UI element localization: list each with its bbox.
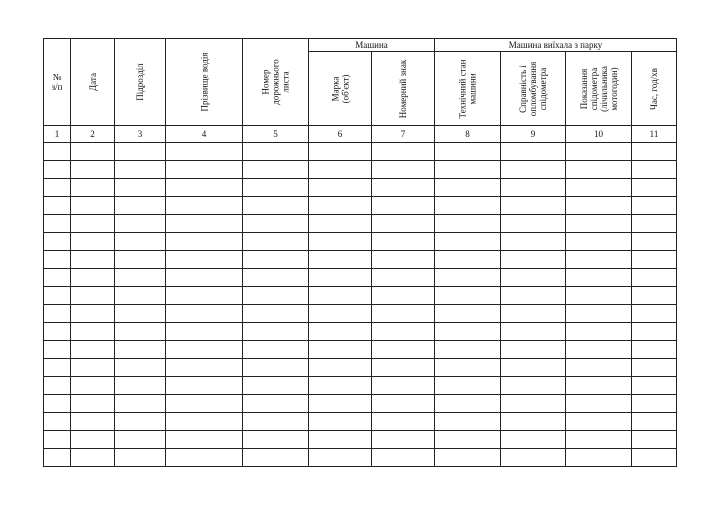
entry-cell-waybill[interactable] <box>243 233 309 251</box>
entry-cell-plate[interactable] <box>372 413 435 431</box>
table-row <box>44 143 677 161</box>
entry-cell-time[interactable] <box>632 287 677 305</box>
entry-cell-tech[interactable] <box>435 287 501 305</box>
entry-cell-time[interactable] <box>632 233 677 251</box>
entry-cell-tech[interactable] <box>435 431 501 449</box>
entry-cell-driver[interactable] <box>166 143 243 161</box>
entry-cell-date[interactable] <box>71 305 115 323</box>
entry-cell-seal[interactable] <box>501 143 566 161</box>
entry-cell-no[interactable] <box>44 269 71 287</box>
entry-cell-driver[interactable] <box>166 323 243 341</box>
entry-cell-seal[interactable] <box>501 431 566 449</box>
entry-cell-time[interactable] <box>632 197 677 215</box>
group-header-left-park: Машина виїхала з парку <box>435 39 677 52</box>
entry-cell-time[interactable] <box>632 341 677 359</box>
entry-cell-waybill[interactable] <box>243 449 309 467</box>
entry-cell-brand[interactable] <box>309 359 372 377</box>
entry-cell-tech[interactable] <box>435 251 501 269</box>
entry-cell-time[interactable] <box>632 143 677 161</box>
entry-cell-waybill[interactable] <box>243 341 309 359</box>
entry-cell-plate[interactable] <box>372 341 435 359</box>
entry-cell-unit[interactable] <box>115 179 166 197</box>
entry-cell-tech[interactable] <box>435 179 501 197</box>
entry-cell-date[interactable] <box>71 395 115 413</box>
column-number: 8 <box>435 126 501 143</box>
table-row <box>44 377 677 395</box>
entry-cell-date[interactable] <box>71 251 115 269</box>
entry-cell-date[interactable] <box>71 341 115 359</box>
header-plate: Номерний знак <box>372 52 435 126</box>
entry-cell-brand[interactable] <box>309 143 372 161</box>
register-sheet <box>43 38 676 471</box>
entry-cell-brand[interactable] <box>309 323 372 341</box>
table-row <box>44 341 677 359</box>
entry-cell-driver[interactable] <box>166 341 243 359</box>
entry-cell-date[interactable] <box>71 413 115 431</box>
entry-cell-waybill[interactable] <box>243 179 309 197</box>
entry-cell-odo[interactable] <box>566 251 632 269</box>
entry-cell-seal[interactable] <box>501 449 566 467</box>
entry-cell-date[interactable] <box>71 287 115 305</box>
table-row <box>44 305 677 323</box>
entry-cell-waybill[interactable] <box>243 215 309 233</box>
entry-cell-driver[interactable] <box>166 359 243 377</box>
entry-cell-odo[interactable] <box>566 197 632 215</box>
entry-cell-unit[interactable] <box>115 215 166 233</box>
entry-cell-waybill[interactable] <box>243 197 309 215</box>
entry-cell-seal[interactable] <box>501 197 566 215</box>
entry-cell-brand[interactable] <box>309 197 372 215</box>
entry-cell-odo[interactable] <box>566 287 632 305</box>
entry-cell-seal[interactable] <box>501 395 566 413</box>
column-number: 2 <box>71 126 115 143</box>
entry-cell-brand[interactable] <box>309 395 372 413</box>
entry-cell-odo[interactable] <box>566 449 632 467</box>
entry-cell-plate[interactable] <box>372 305 435 323</box>
entry-cell-driver[interactable] <box>166 179 243 197</box>
entry-cell-driver[interactable] <box>166 431 243 449</box>
entry-cell-date[interactable] <box>71 431 115 449</box>
entry-cell-plate[interactable] <box>372 161 435 179</box>
entry-cell-unit[interactable] <box>115 323 166 341</box>
entry-cell-no[interactable] <box>44 431 71 449</box>
entry-cell-tech[interactable] <box>435 215 501 233</box>
entry-cell-odo[interactable] <box>566 341 632 359</box>
entry-cell-brand[interactable] <box>309 377 372 395</box>
entry-cell-driver[interactable] <box>166 413 243 431</box>
table-row <box>44 287 677 305</box>
entry-cell-time[interactable] <box>632 431 677 449</box>
table-row <box>44 269 677 287</box>
entry-cell-odo[interactable] <box>566 431 632 449</box>
column-number: 9 <box>501 126 566 143</box>
entry-cell-brand[interactable] <box>309 233 372 251</box>
entry-cell-odo[interactable] <box>566 377 632 395</box>
column-number: 4 <box>166 126 243 143</box>
entry-cell-waybill[interactable] <box>243 377 309 395</box>
entry-cell-driver[interactable] <box>166 287 243 305</box>
entry-cell-date[interactable] <box>71 377 115 395</box>
entry-cell-time[interactable] <box>632 161 677 179</box>
entry-cell-time[interactable] <box>632 395 677 413</box>
entry-cell-brand[interactable] <box>309 449 372 467</box>
entry-cell-date[interactable] <box>71 359 115 377</box>
header-driver: Прізвище водія <box>166 39 243 126</box>
entry-cell-waybill[interactable] <box>243 323 309 341</box>
entry-cell-driver[interactable] <box>166 251 243 269</box>
entry-cell-plate[interactable] <box>372 359 435 377</box>
column-number: 3 <box>115 126 166 143</box>
header-speedometer-seal: Справність і опломбування спідометра <box>501 52 566 126</box>
table-row <box>44 197 677 215</box>
column-number: 11 <box>632 126 677 143</box>
entry-cell-unit[interactable] <box>115 251 166 269</box>
entry-cell-no[interactable] <box>44 197 71 215</box>
entry-cell-tech[interactable] <box>435 269 501 287</box>
entry-cell-plate[interactable] <box>372 215 435 233</box>
entry-cell-unit[interactable] <box>115 341 166 359</box>
entry-cell-plate[interactable] <box>372 143 435 161</box>
table-row <box>44 449 677 467</box>
entry-cell-waybill[interactable] <box>243 269 309 287</box>
column-number: 5 <box>243 126 309 143</box>
entry-cell-seal[interactable] <box>501 413 566 431</box>
entry-cell-no[interactable] <box>44 359 71 377</box>
entry-cell-unit[interactable] <box>115 377 166 395</box>
group-header-machine: Машина <box>309 39 435 52</box>
entry-cell-waybill[interactable] <box>243 431 309 449</box>
register-body <box>44 143 677 467</box>
entry-cell-unit[interactable] <box>115 359 166 377</box>
entry-cell-brand[interactable] <box>309 305 372 323</box>
entry-cell-date[interactable] <box>71 179 115 197</box>
entry-cell-brand[interactable] <box>309 251 372 269</box>
entry-cell-tech[interactable] <box>435 449 501 467</box>
entry-cell-tech[interactable] <box>435 377 501 395</box>
column-number: 6 <box>309 126 372 143</box>
entry-cell-time[interactable] <box>632 413 677 431</box>
entry-cell-time[interactable] <box>632 323 677 341</box>
entry-cell-unit[interactable] <box>115 431 166 449</box>
entry-cell-unit[interactable] <box>115 161 166 179</box>
entry-cell-waybill[interactable] <box>243 287 309 305</box>
entry-cell-no[interactable] <box>44 161 71 179</box>
entry-cell-odo[interactable] <box>566 413 632 431</box>
entry-cell-no[interactable] <box>44 287 71 305</box>
entry-cell-brand[interactable] <box>309 413 372 431</box>
entry-cell-time[interactable] <box>632 251 677 269</box>
entry-cell-seal[interactable] <box>501 161 566 179</box>
entry-cell-no[interactable] <box>44 233 71 251</box>
entry-cell-odo[interactable] <box>566 395 632 413</box>
entry-cell-driver[interactable] <box>166 197 243 215</box>
entry-cell-odo[interactable] <box>566 233 632 251</box>
entry-cell-time[interactable] <box>632 359 677 377</box>
entry-cell-driver[interactable] <box>166 233 243 251</box>
entry-cell-time[interactable] <box>632 269 677 287</box>
table-row <box>44 215 677 233</box>
entry-cell-driver[interactable] <box>166 305 243 323</box>
entry-cell-brand[interactable] <box>309 161 372 179</box>
entry-cell-tech[interactable] <box>435 323 501 341</box>
entry-cell-plate[interactable] <box>372 179 435 197</box>
entry-cell-no[interactable] <box>44 305 71 323</box>
entry-cell-no[interactable] <box>44 377 71 395</box>
entry-cell-time[interactable] <box>632 215 677 233</box>
group-header-row <box>44 39 677 52</box>
entry-cell-plate[interactable] <box>372 323 435 341</box>
entry-cell-odo[interactable] <box>566 179 632 197</box>
entry-cell-waybill[interactable] <box>243 395 309 413</box>
entry-cell-brand[interactable] <box>309 269 372 287</box>
entry-cell-seal[interactable] <box>501 269 566 287</box>
entry-cell-seal[interactable] <box>501 305 566 323</box>
entry-cell-tech[interactable] <box>435 359 501 377</box>
entry-cell-date[interactable] <box>71 161 115 179</box>
entry-cell-driver[interactable] <box>166 215 243 233</box>
table-row <box>44 251 677 269</box>
entry-cell-tech[interactable] <box>435 143 501 161</box>
entry-cell-no[interactable] <box>44 215 71 233</box>
entry-cell-date[interactable] <box>71 323 115 341</box>
entry-cell-no[interactable] <box>44 449 71 467</box>
entry-cell-no[interactable] <box>44 395 71 413</box>
entry-cell-time[interactable] <box>632 449 677 467</box>
entry-cell-seal[interactable] <box>501 233 566 251</box>
entry-cell-unit[interactable] <box>115 197 166 215</box>
entry-cell-date[interactable] <box>71 449 115 467</box>
entry-cell-unit[interactable] <box>115 305 166 323</box>
entry-cell-waybill[interactable] <box>243 143 309 161</box>
entry-cell-no[interactable] <box>44 251 71 269</box>
entry-cell-no[interactable] <box>44 323 71 341</box>
table-row <box>44 413 677 431</box>
entry-cell-tech[interactable] <box>435 305 501 323</box>
entry-cell-time[interactable] <box>632 305 677 323</box>
entry-cell-unit[interactable] <box>115 413 166 431</box>
column-number: 7 <box>372 126 435 143</box>
entry-cell-driver[interactable] <box>166 449 243 467</box>
header-no: № з/п <box>44 39 71 126</box>
entry-cell-seal[interactable] <box>501 179 566 197</box>
table-row <box>44 323 677 341</box>
entry-cell-seal[interactable] <box>501 359 566 377</box>
entry-cell-seal[interactable] <box>501 251 566 269</box>
table-row <box>44 161 677 179</box>
entry-cell-plate[interactable] <box>372 233 435 251</box>
entry-cell-unit[interactable] <box>115 395 166 413</box>
entry-cell-seal[interactable] <box>501 341 566 359</box>
entry-cell-driver[interactable] <box>166 161 243 179</box>
entry-cell-unit[interactable] <box>115 287 166 305</box>
entry-cell-waybill[interactable] <box>243 359 309 377</box>
entry-cell-brand[interactable] <box>309 341 372 359</box>
entry-cell-driver[interactable] <box>166 377 243 395</box>
table-row <box>44 431 677 449</box>
entry-cell-unit[interactable] <box>115 233 166 251</box>
header-unit: Підрозділ <box>115 39 166 126</box>
entry-cell-waybill[interactable] <box>243 305 309 323</box>
column-number-row <box>44 126 677 143</box>
entry-cell-seal[interactable] <box>501 215 566 233</box>
entry-cell-seal[interactable] <box>501 287 566 305</box>
entry-cell-date[interactable] <box>71 197 115 215</box>
entry-cell-no[interactable] <box>44 413 71 431</box>
entry-cell-waybill[interactable] <box>243 161 309 179</box>
entry-cell-no[interactable] <box>44 179 71 197</box>
entry-cell-plate[interactable] <box>372 395 435 413</box>
entry-cell-odo[interactable] <box>566 305 632 323</box>
header-odometer: Показання спідометра (лічильника мотогодин) <box>566 52 632 126</box>
entry-cell-odo[interactable] <box>566 161 632 179</box>
entry-cell-tech[interactable] <box>435 413 501 431</box>
entry-cell-unit[interactable] <box>115 449 166 467</box>
entry-cell-plate[interactable] <box>372 287 435 305</box>
entry-cell-plate[interactable] <box>372 377 435 395</box>
entry-cell-plate[interactable] <box>372 431 435 449</box>
entry-cell-waybill[interactable] <box>243 251 309 269</box>
entry-cell-brand[interactable] <box>309 431 372 449</box>
entry-cell-tech[interactable] <box>435 197 501 215</box>
entry-cell-tech[interactable] <box>435 395 501 413</box>
entry-cell-tech[interactable] <box>435 233 501 251</box>
entry-cell-date[interactable] <box>71 233 115 251</box>
entry-cell-waybill[interactable] <box>243 413 309 431</box>
entry-cell-odo[interactable] <box>566 269 632 287</box>
entry-cell-odo[interactable] <box>566 359 632 377</box>
column-number: 1 <box>44 126 71 143</box>
entry-cell-odo[interactable] <box>566 215 632 233</box>
departure-register-table <box>43 38 677 467</box>
entry-cell-date[interactable] <box>71 215 115 233</box>
entry-cell-date[interactable] <box>71 269 115 287</box>
table-row <box>44 179 677 197</box>
entry-cell-no[interactable] <box>44 341 71 359</box>
entry-cell-unit[interactable] <box>115 143 166 161</box>
entry-cell-plate[interactable] <box>372 269 435 287</box>
entry-cell-seal[interactable] <box>501 323 566 341</box>
entry-cell-tech[interactable] <box>435 161 501 179</box>
table-row <box>44 233 677 251</box>
entry-cell-date[interactable] <box>71 143 115 161</box>
entry-cell-plate[interactable] <box>372 251 435 269</box>
entry-cell-time[interactable] <box>632 179 677 197</box>
entry-cell-brand[interactable] <box>309 287 372 305</box>
entry-cell-no[interactable] <box>44 143 71 161</box>
entry-cell-odo[interactable] <box>566 323 632 341</box>
header-waybill: Номер дорожнього листа <box>243 39 309 126</box>
header-tech-state: Технічний стан машини <box>435 52 501 126</box>
column-number: 10 <box>566 126 632 143</box>
entry-cell-brand[interactable] <box>309 179 372 197</box>
entry-cell-odo[interactable] <box>566 143 632 161</box>
entry-cell-driver[interactable] <box>166 269 243 287</box>
header-brand: Марка (об'єкт) <box>309 52 372 126</box>
entry-cell-plate[interactable] <box>372 449 435 467</box>
entry-cell-unit[interactable] <box>115 269 166 287</box>
entry-cell-plate[interactable] <box>372 197 435 215</box>
entry-cell-time[interactable] <box>632 377 677 395</box>
table-row <box>44 395 677 413</box>
header-date: Дата <box>71 39 115 126</box>
entry-cell-seal[interactable] <box>501 377 566 395</box>
entry-cell-tech[interactable] <box>435 341 501 359</box>
header-time: Час, год/хв <box>632 52 677 126</box>
entry-cell-driver[interactable] <box>166 395 243 413</box>
table-row <box>44 359 677 377</box>
entry-cell-brand[interactable] <box>309 215 372 233</box>
